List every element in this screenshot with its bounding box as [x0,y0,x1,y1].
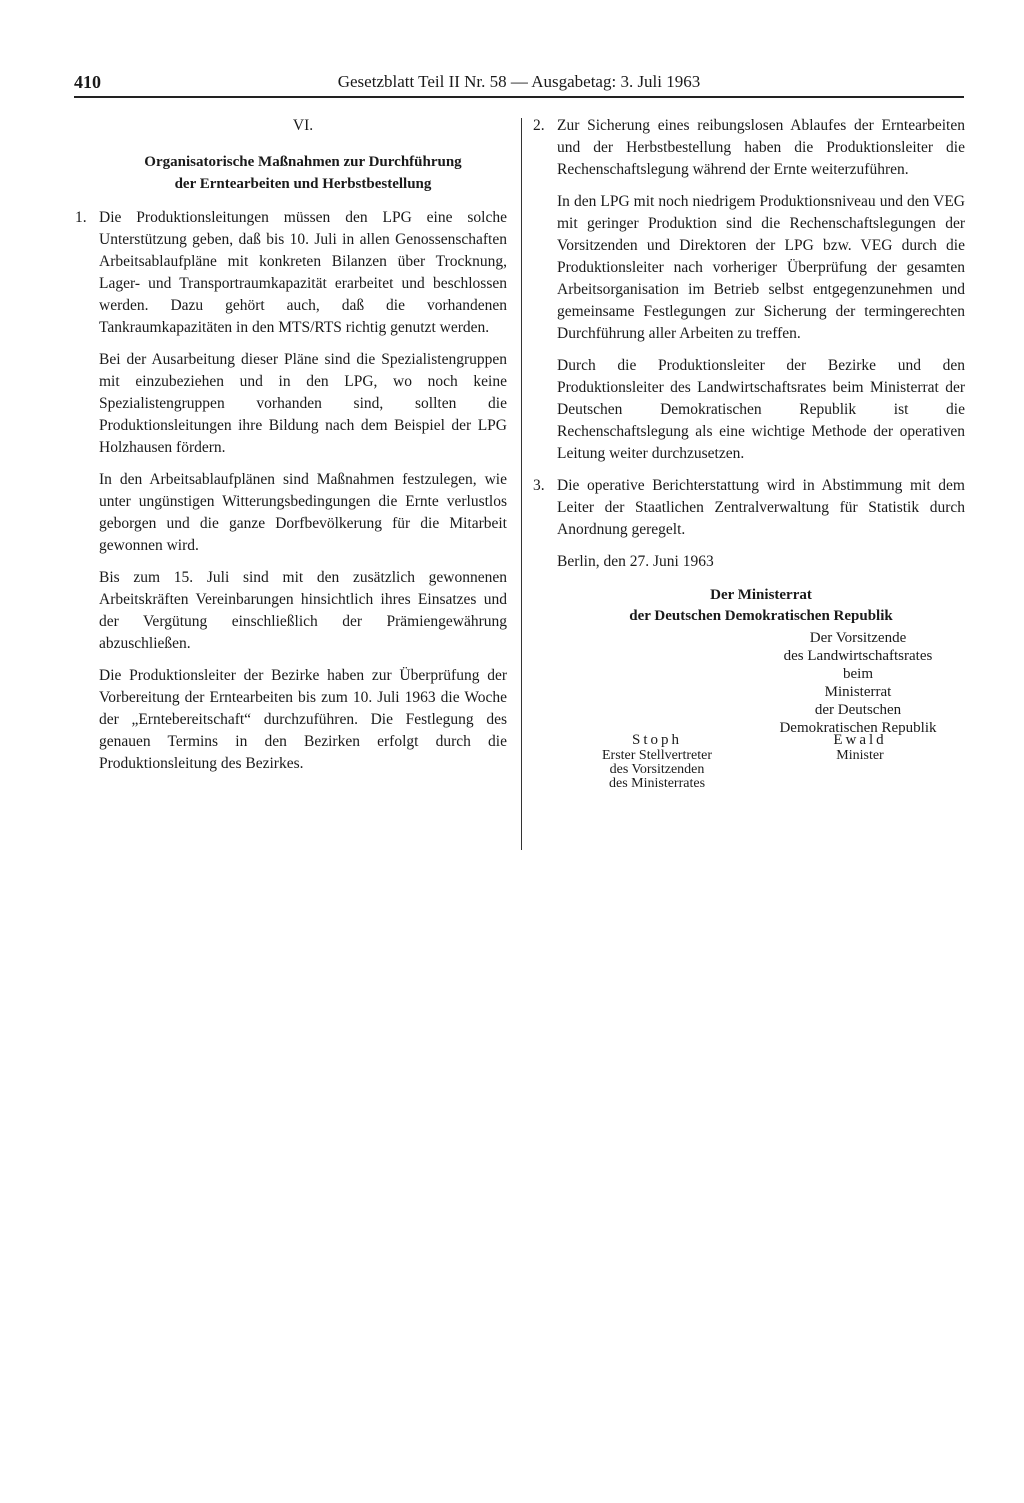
signatory-title-line: Erster Stellvertreter [601,748,712,763]
column-divider [521,118,522,850]
signature-block [557,627,965,827]
chair-title-line: Demokratischen Republik [779,720,937,736]
paragraph: Bis zum 15. Juli sind mit den zusätzlich gewonnenen Arbeitskräften Vereinbarungen hinsichtlich ihres Einsatzes und der Vergütung einschließlich der Prämiengewährung abzuschließen. [99,569,507,652]
item-number: 3. [533,477,545,494]
chair-title-line: des Landwirtschaftsrates [783,648,933,664]
section-heading [99,151,507,195]
list-item-1 [75,207,507,339]
paragraph: Bei der Ausarbeitung dieser Pläne sind die Spezialistengruppen mit einzubeziehen und in den LPG, wo noch keine Spezialistengruppen vorhanden sind, sollten die Produktionsleitungen ihre Bildung nach dem Beispiel der LPG Holzhausen fördern. [99,351,507,456]
section-heading-line1: Organisatorische Maßnahmen zur Durchführung [144,154,462,170]
chair-title-line: der Deutschen [814,702,902,718]
page-number: 410 [74,72,101,92]
authority-line2: der Deutschen Demokratischen Republik [629,608,893,624]
paragraph: In den LPG mit noch niedrigem Produktionsniveau und den VEG mit geringer Produktion sind die Rechenschaftslegungen der Vorsitzenden und Direktoren der LPG bzw. VEG durch die Produktionsleiter nach vorheriger Überprüfung der gesamten Arbeitsorganisation im Betrieb selbst entgegenzunehmen und gemeinsame Festlegungen zur Sicherung der termingerechten Durchführung aller Arbeiten zu treffen. [557,193,965,342]
page-header [74,70,964,98]
chair-title-line: Ministerrat [824,684,892,700]
chair-title-line: Der Vorsitzende [809,630,907,646]
signatory-title-line: des Ministerrates [608,776,706,791]
chair-title [749,629,967,737]
gazette-title: Gesetzblatt Teil II Nr. 58 — Ausgabetag: 3. Juli 1963 [337,72,701,91]
left-column [75,115,507,785]
item-text: Zur Sicherung eines reibungslosen Ablaufes der Erntearbeiten und der Herbstbestellung haben die Produktionsleiter die Rechenschaftslegung während der Ernte weiterzuführen. [557,117,965,178]
signatory-name: Stoph [631,732,682,748]
chair-title-line: beim [843,666,873,682]
item-number: 1. [75,209,87,226]
signatory-title: Minister [836,748,884,763]
paragraph: In den Arbeitsablaufplänen sind Maßnahmen festzulegen, wie unter ungünstigen Witterungsbedingungen die Ernte verlustlos geborgen und die ganze Dorfbevölkerung für die Mitarbeit gewonnen wird. [99,471,507,554]
authority-line1: Der Ministerrat [710,587,812,603]
item-text: Die Produktionsleitungen müssen den LPG eine solche Unterstützung geben, daß bis 10. Juli in allen Genossenschaften Arbeitsablaufpläne mit konkreten Bilanzen über Trocknung, Lager- und Transportraumkapazität erarbeitet und beschlossen werden. Dazu gehört auch, daß die vorhandenen Tankraumkapazitäten in den MTS/RTS richtig genutzt werden. [99,209,507,336]
item-number: 2. [533,117,545,134]
signatory-right [775,731,945,763]
signatory-title-line: des Vorsitzenden [609,762,705,777]
paragraph: Durch die Produktionsleiter der Bezirke und den Produktionsleiter des Landwirtschaftsrates beim Ministerrat der Deutschen Demokratischen Republik ist die Rechenschaftslegung als eine wichtige Methode der operativen Leitung weiter durchzusetzen. [557,357,965,462]
place-date: Berlin, den 27. Juni 1963 [557,553,714,570]
paragraph: Die Produktionsleiter der Bezirke haben zur Überprüfung der Vorbereitung der Erntearbeiten bis zum 10. Juli 1963 die Woche der „Erntebereitschaft“ durchzuführen. Die Festlegung des genauen Termins in den Bezirken erfolgt durch die Produktionsleitung des Bezirkes. [99,667,507,772]
signatory-left [557,731,757,791]
list-item-3 [533,475,965,541]
item-text: Die operative Berichterstattung wird in Abstimmung mit dem Leiter der Staatlichen Zentralverwaltung für Statistik durch Anordnung geregelt. [557,477,965,538]
section-heading-line2: der Erntearbeiten und Herbstbestellung [174,176,432,192]
list-item-2 [533,115,965,181]
right-column [533,115,965,827]
section-number: VI. [292,117,314,134]
signatory-name: Ewald [833,732,887,748]
issuing-authority [557,585,965,627]
